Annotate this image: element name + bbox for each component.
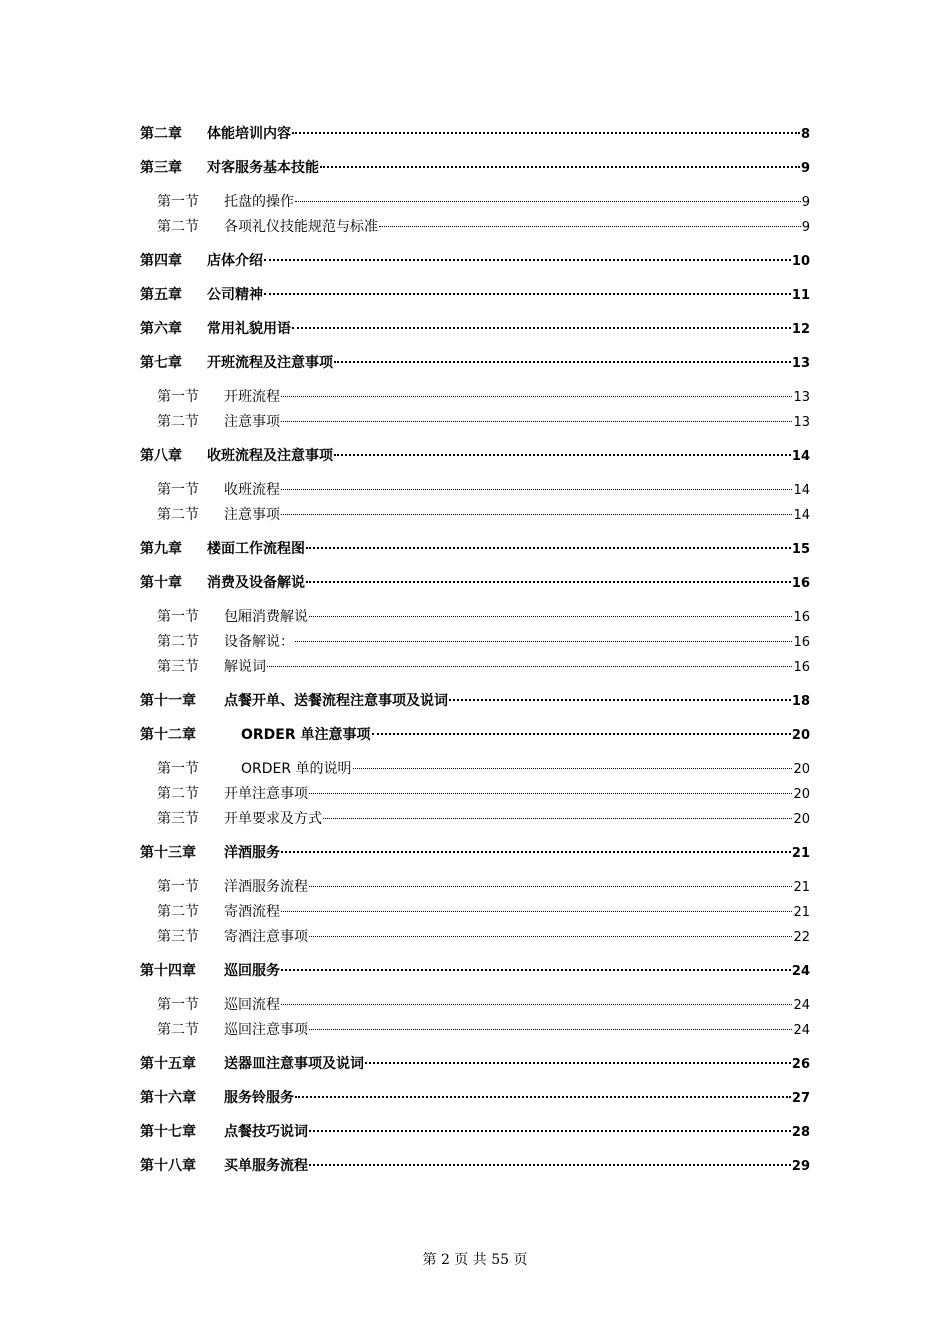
toc-entry-page: 21 [793, 880, 810, 895]
toc-entry-number: 第五章 [140, 287, 182, 303]
toc-entry-title: 收班流程及注意事项 [207, 448, 333, 464]
toc-chapter-entry[interactable] [140, 156, 810, 181]
toc-entry-number: 第一节 [157, 389, 199, 405]
toc-entry-page: 9 [800, 161, 810, 176]
toc-chapter-entry[interactable] [140, 689, 810, 714]
toc-entry-page: 22 [793, 930, 810, 945]
toc-leader-dots [379, 222, 801, 227]
toc-entry-page: 14 [791, 449, 810, 464]
toc-entry-number: 第二章 [140, 126, 182, 142]
toc-entry-page: 21 [793, 905, 810, 920]
toc-entry-number: 第八章 [140, 448, 182, 464]
toc-leader-dots [449, 695, 791, 701]
toc-entry-number: 第二节 [157, 786, 199, 802]
toc-section-entry[interactable] [140, 807, 810, 832]
toc-leader-dots [281, 907, 792, 912]
toc-entry-number: 第三节 [157, 811, 199, 827]
toc-entry-number: 第十六章 [140, 1090, 196, 1106]
toc-leader-dots [309, 612, 792, 617]
toc-leader-dots [281, 510, 792, 515]
toc-entry-number: 第十一章 [140, 693, 196, 709]
toc-leader-dots [320, 162, 800, 168]
toc-entry-page: 13 [793, 415, 810, 430]
toc-entry-page: 13 [791, 356, 810, 371]
toc-entry-title: 巡回流程 [224, 997, 280, 1013]
toc-entry-page: 16 [793, 660, 810, 675]
toc-entry-page: 9 [801, 220, 810, 235]
toc-entry-page: 9 [801, 195, 810, 210]
toc-entry-page: 10 [791, 254, 810, 269]
toc-leader-dots [281, 847, 791, 853]
toc-entry-title: 点餐开单、送餐流程注意事项及说词 [224, 693, 448, 709]
toc-entry-number: 第九章 [140, 541, 182, 557]
toc-leader-dots [309, 789, 792, 794]
toc-leader-dots [306, 577, 791, 583]
toc-section-entry[interactable] [140, 875, 810, 900]
toc-entry-title: 买单服务流程 [224, 1158, 308, 1174]
toc-entry-number: 第二节 [157, 634, 199, 650]
toc-entry-title: 消费及设备解说 [207, 575, 305, 591]
toc-entry-title: ORDER 单注意事项 [241, 727, 371, 743]
toc-entry-title: 巡回服务 [224, 963, 280, 979]
toc-entry-page: 15 [791, 542, 810, 557]
toc-entry-title: 洋酒服务 [224, 845, 280, 861]
toc-entry-title: 公司精神 [207, 287, 263, 303]
toc-entry-number: 第十二章 [140, 727, 196, 743]
toc-chapter-entry[interactable] [140, 723, 810, 748]
toc-leader-dots [292, 323, 791, 329]
toc-leader-dots [334, 450, 791, 456]
toc-entry-title: 开单注意事项 [224, 786, 308, 802]
toc-entry-page: 20 [791, 728, 810, 743]
toc-chapter-entry[interactable] [140, 841, 810, 866]
toc-chapter-entry[interactable] [140, 571, 810, 596]
toc-leader-dots [292, 128, 800, 134]
toc-entry-number: 第一节 [157, 609, 199, 625]
toc-leader-dots [309, 1025, 792, 1030]
toc-entry-title: 服务铃服务 [224, 1090, 294, 1106]
toc-entry-title: 注意事项 [224, 507, 280, 523]
toc-entry-page: 16 [793, 610, 810, 625]
toc-chapter-entry[interactable] [140, 1086, 810, 1111]
toc-chapter-entry[interactable] [140, 249, 810, 274]
toc-entry-page: 26 [791, 1057, 810, 1072]
toc-entry-number: 第二节 [157, 1022, 199, 1038]
toc-leader-dots [281, 485, 792, 490]
toc-entry-page: 29 [791, 1159, 810, 1174]
toc-entry-number: 第六章 [140, 321, 182, 337]
toc-leader-dots [281, 965, 791, 971]
toc-entry-number: 第十章 [140, 575, 182, 591]
toc-section-entry[interactable] [140, 503, 810, 528]
toc-entry-title: 点餐技巧说词 [224, 1124, 308, 1140]
toc-entry-title: 楼面工作流程图 [207, 541, 305, 557]
toc-section-entry[interactable] [140, 630, 810, 655]
toc-entry-title: ORDER 单的说明 [241, 761, 352, 777]
toc-entry-title: 巡回注意事项 [224, 1022, 308, 1038]
toc-chapter-entry[interactable] [140, 1052, 810, 1077]
toc-chapter-entry[interactable] [140, 537, 810, 562]
toc-entry-title: 寄酒注意事项 [224, 929, 308, 945]
toc-section-entry[interactable] [140, 925, 810, 950]
toc-entry-page: 14 [793, 483, 810, 498]
toc-entry-number: 第一节 [157, 879, 199, 895]
toc-chapter-entry[interactable] [140, 283, 810, 308]
toc-entry-title: 送器皿注意事项及说词 [224, 1056, 364, 1072]
toc-leader-dots [264, 255, 791, 261]
toc-entry-number: 第十五章 [140, 1056, 196, 1072]
toc-entry-title: 包厢消费解说 [224, 609, 308, 625]
toc-section-entry[interactable] [140, 655, 810, 680]
toc-entry-page: 11 [791, 288, 810, 303]
toc-entry-number: 第三节 [157, 929, 199, 945]
toc-entry-title: 开单要求及方式 [224, 811, 322, 827]
toc-leader-dots [372, 729, 791, 735]
toc-entry-page: 13 [793, 390, 810, 405]
toc-entry-title: 寄酒流程 [224, 904, 280, 920]
toc-entry-page: 27 [791, 1091, 810, 1106]
toc-leader-dots [295, 1092, 791, 1098]
toc-chapter-entry[interactable] [140, 122, 810, 147]
toc-leader-dots [309, 1126, 791, 1132]
toc-entry-title: 店体介绍 [207, 253, 263, 269]
toc-entry-page: 16 [793, 635, 810, 650]
toc-section-entry[interactable] [140, 1018, 810, 1043]
toc-entry-number: 第二节 [157, 414, 199, 430]
toc-section-entry[interactable] [140, 190, 810, 215]
toc-leader-dots [295, 637, 792, 642]
toc-leader-dots [309, 932, 792, 937]
toc-section-entry[interactable] [140, 385, 810, 410]
toc-entry-title: 收班流程 [224, 482, 280, 498]
table-of-contents [140, 122, 810, 1179]
toc-entry-page: 20 [793, 762, 810, 777]
toc-entry-number: 第七章 [140, 355, 182, 371]
toc-entry-number: 第二节 [157, 904, 199, 920]
toc-leader-dots [281, 392, 792, 397]
toc-leader-dots [295, 197, 801, 202]
toc-section-entry[interactable] [140, 215, 810, 240]
toc-leader-dots [353, 764, 793, 769]
toc-entry-number: 第十四章 [140, 963, 196, 979]
toc-entry-title: 常用礼貌用语 [207, 321, 291, 337]
page-footer: 第 2 页 共 55 页 [422, 1252, 528, 1268]
toc-entry-page: 20 [793, 812, 810, 827]
toc-entry-title: 注意事项 [224, 414, 280, 430]
toc-entry-number: 第三节 [157, 659, 199, 675]
toc-entry-number: 第一节 [157, 194, 199, 210]
toc-section-entry[interactable] [140, 410, 810, 435]
toc-section-entry[interactable] [140, 782, 810, 807]
toc-entry-number: 第十三章 [140, 845, 196, 861]
toc-entry-title: 设备解说： [224, 634, 294, 650]
toc-entry-page: 28 [791, 1125, 810, 1140]
toc-entry-number: 第一节 [157, 997, 199, 1013]
toc-entry-title: 托盘的操作 [224, 194, 294, 210]
toc-leader-dots [309, 882, 792, 887]
toc-chapter-entry[interactable] [140, 444, 810, 469]
toc-entry-page: 24 [793, 1023, 810, 1038]
toc-entry-title: 解说词 [224, 659, 266, 675]
toc-entry-page: 20 [793, 787, 810, 802]
toc-entry-title: 对客服务基本技能 [207, 160, 319, 176]
toc-entry-title: 各项礼仪技能规范与标准 [224, 219, 378, 235]
toc-chapter-entry[interactable] [140, 1154, 810, 1179]
toc-chapter-entry[interactable] [140, 317, 810, 342]
toc-chapter-entry[interactable] [140, 1120, 810, 1145]
toc-entry-page: 8 [800, 127, 810, 142]
toc-leader-dots [323, 814, 792, 819]
toc-entry-number: 第四章 [140, 253, 182, 269]
toc-entry-page: 21 [791, 846, 810, 861]
toc-entry-title: 体能培训内容 [207, 126, 291, 142]
toc-chapter-entry[interactable] [140, 959, 810, 984]
toc-leader-dots [334, 357, 791, 363]
toc-section-entry[interactable] [140, 478, 810, 503]
toc-section-entry[interactable] [140, 900, 810, 925]
toc-section-entry[interactable] [140, 605, 810, 630]
toc-entry-number: 第一节 [157, 482, 199, 498]
toc-leader-dots [264, 289, 791, 295]
toc-section-entry[interactable] [140, 757, 810, 782]
toc-entry-page: 16 [791, 576, 810, 591]
toc-entry-number: 第一节 [157, 761, 199, 777]
toc-leader-dots [281, 1000, 792, 1005]
toc-entry-number: 第二节 [157, 219, 199, 235]
toc-entry-title: 开班流程及注意事项 [207, 355, 333, 371]
toc-entry-page: 24 [793, 998, 810, 1013]
toc-section-entry[interactable] [140, 993, 810, 1018]
toc-leader-dots [281, 417, 792, 422]
toc-leader-dots [309, 1160, 791, 1166]
toc-entry-number: 第十七章 [140, 1124, 196, 1140]
toc-entry-page: 24 [791, 964, 810, 979]
toc-leader-dots [306, 543, 791, 549]
toc-entry-title: 洋酒服务流程 [224, 879, 308, 895]
toc-entry-title: 开班流程 [224, 389, 280, 405]
toc-entry-number: 第十八章 [140, 1158, 196, 1174]
toc-leader-dots [267, 662, 792, 667]
toc-leader-dots [365, 1058, 791, 1064]
toc-entry-page: 18 [791, 694, 810, 709]
toc-chapter-entry[interactable] [140, 351, 810, 376]
toc-entry-number: 第二节 [157, 507, 199, 523]
toc-entry-page: 12 [791, 322, 810, 337]
toc-entry-number: 第三章 [140, 160, 182, 176]
toc-entry-page: 14 [793, 508, 810, 523]
